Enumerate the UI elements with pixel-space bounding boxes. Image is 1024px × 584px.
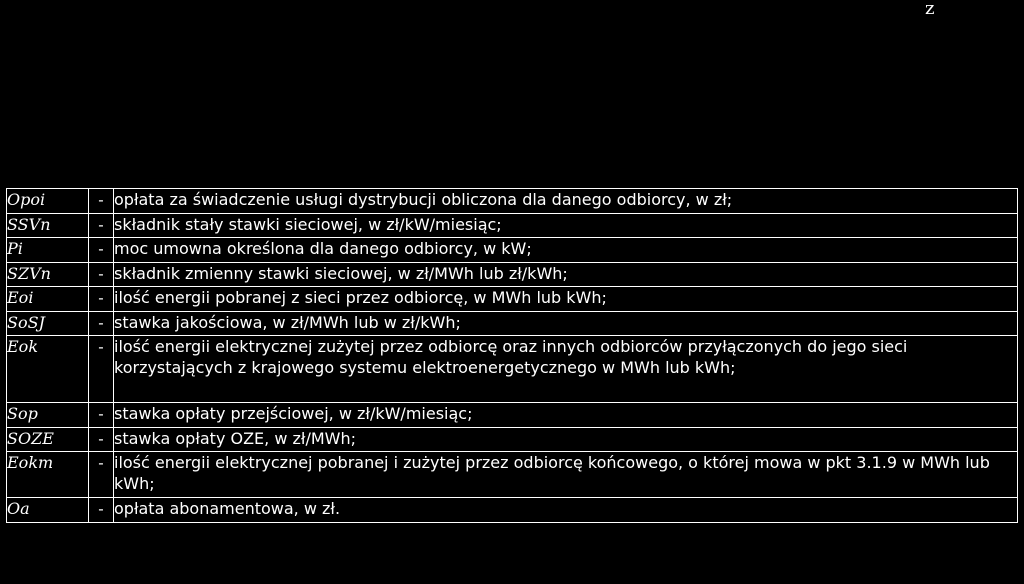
symbol-cell: Pi: [7, 238, 89, 263]
dash-cell: -: [89, 336, 114, 403]
description-cell: moc umowna określona dla danego odbiorcy, w kW;: [114, 238, 1018, 263]
table-row: [7, 498, 1018, 523]
dash-cell: -: [89, 262, 114, 287]
description-cell: stawka jakościowa, w zł/MWh lub w zł/kWh;: [114, 311, 1018, 336]
dash-cell: -: [89, 427, 114, 452]
table-row: [7, 262, 1018, 287]
symbol-cell: Opoi: [7, 189, 89, 214]
table-row: [7, 238, 1018, 263]
description-cell: stawka opłaty OZE, w zł/MWh;: [114, 427, 1018, 452]
description-cell: ilość energii elektrycznej zużytej przez odbiorcę oraz innych odbiorców przyłączonych do jego sieci korzystających z krajowego systemu elektroenergetycznego w MWh lub kWh;: [114, 336, 1018, 403]
dash-cell: -: [89, 498, 114, 523]
symbol-cell: Eokm: [7, 452, 89, 498]
table-row: [7, 403, 1018, 428]
description-cell: opłata za świadczenie usługi dystrybucji obliczona dla danego odbiorcy, w zł;: [114, 189, 1018, 214]
dash-cell: -: [89, 452, 114, 498]
table-row: [7, 213, 1018, 238]
symbol-cell: SSVn: [7, 213, 89, 238]
description-cell: ilość energii pobranej z sieci przez odbiorcę, w MWh lub kWh;: [114, 287, 1018, 312]
symbol-cell: Eoi: [7, 287, 89, 312]
table-row: [7, 427, 1018, 452]
description-cell: ilość energii elektrycznej pobranej i zużytej przez odbiorcę końcowego, o której mowa w pkt 3.1.9 w MWh lub kWh;: [114, 452, 1018, 498]
symbol-legend-table: [6, 188, 1018, 523]
dash-cell: -: [89, 213, 114, 238]
table-row: [7, 336, 1018, 403]
description-cell: opłata abonamentowa, w zł.: [114, 498, 1018, 523]
symbol-cell: Eok: [7, 336, 89, 403]
symbol-cell: Sop: [7, 403, 89, 428]
description-cell: składnik stały stawki sieciowej, w zł/kW/miesiąc;: [114, 213, 1018, 238]
dash-cell: -: [89, 403, 114, 428]
symbol-cell: SZVn: [7, 262, 89, 287]
dash-cell: -: [89, 238, 114, 263]
dash-cell: -: [89, 311, 114, 336]
table-row: [7, 452, 1018, 498]
description-cell: stawka opłaty przejściowej, w zł/kW/miesiąc;: [114, 403, 1018, 428]
corner-mark: z: [925, 0, 935, 19]
symbol-cell: Oa: [7, 498, 89, 523]
symbol-cell: SOZE: [7, 427, 89, 452]
table-row: [7, 189, 1018, 214]
dash-cell: -: [89, 287, 114, 312]
table-row: [7, 311, 1018, 336]
description-cell: składnik zmienny stawki sieciowej, w zł/MWh lub zł/kWh;: [114, 262, 1018, 287]
dash-cell: -: [89, 189, 114, 214]
table-row: [7, 287, 1018, 312]
symbol-cell: SoSJ: [7, 311, 89, 336]
